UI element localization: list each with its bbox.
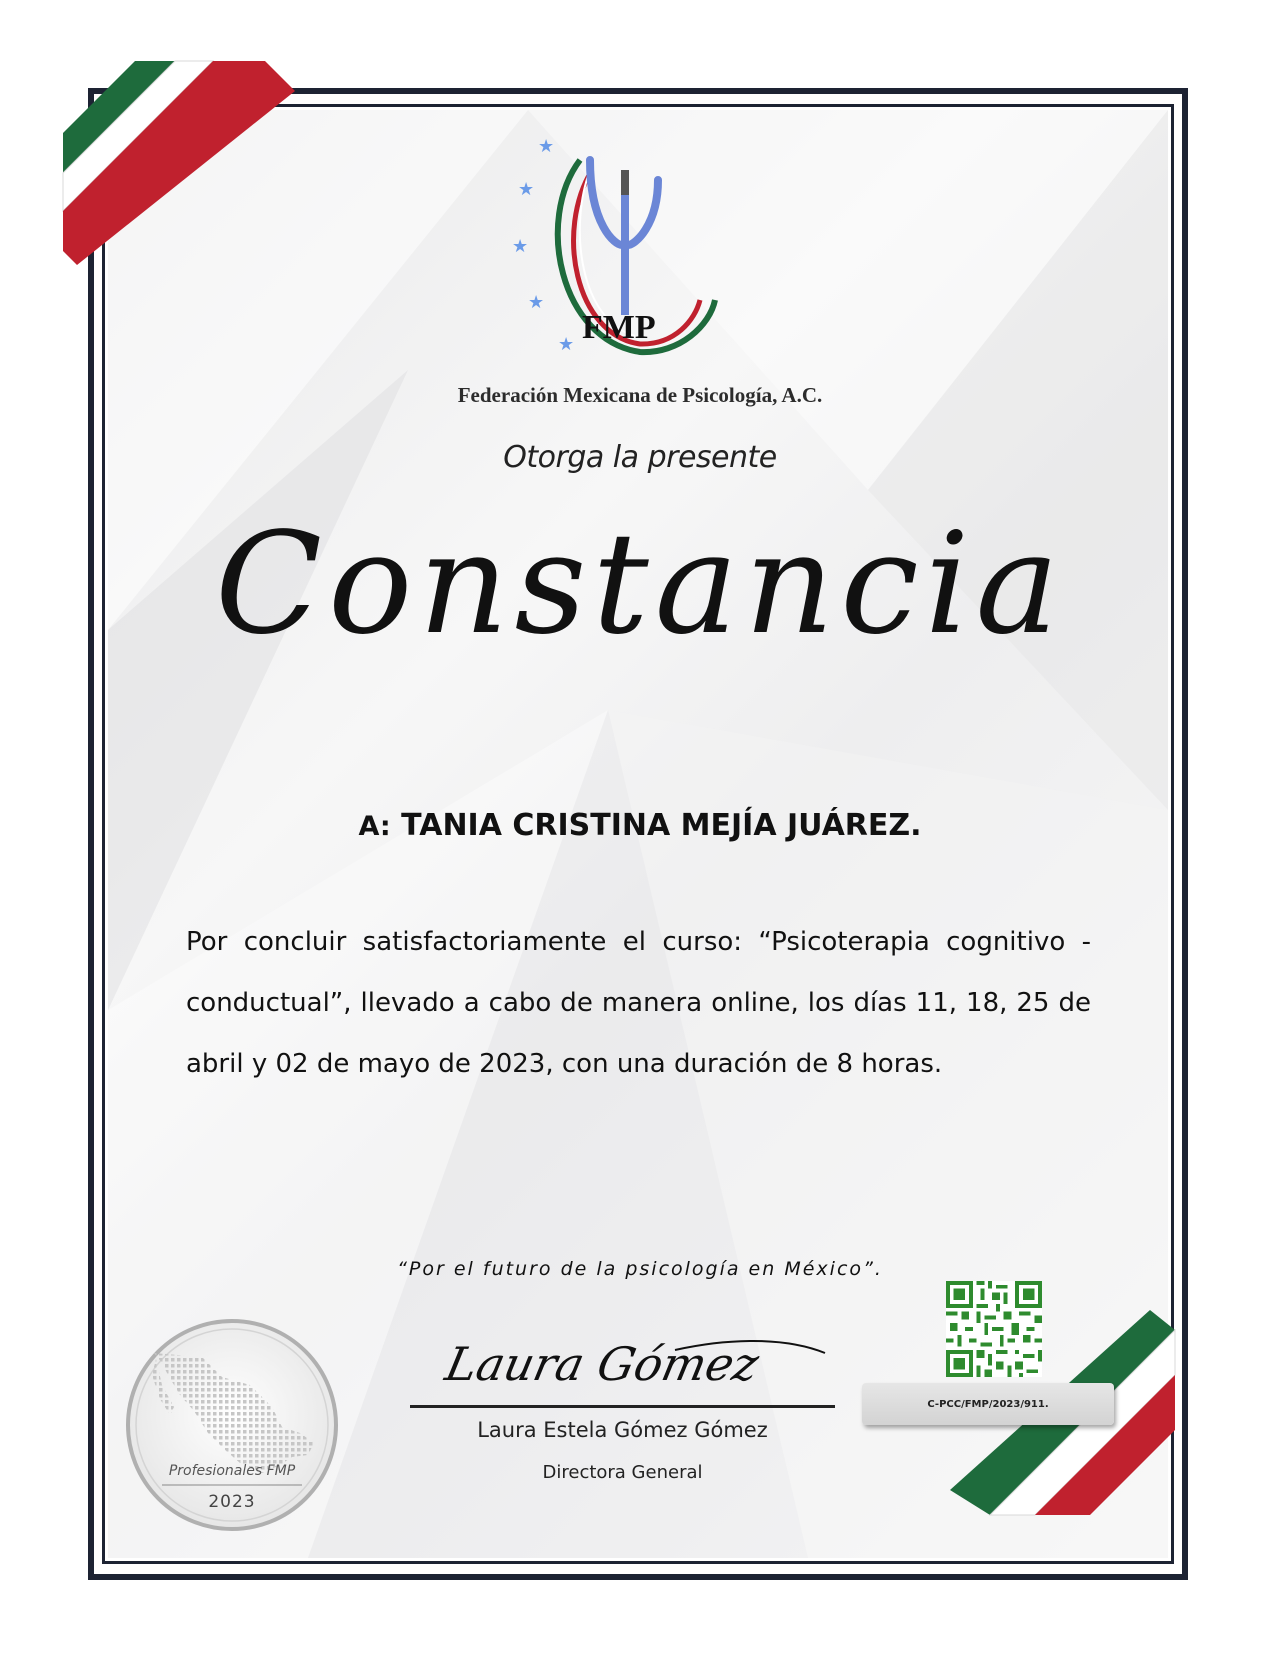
- signature-script: Laura Gómez: [440, 1337, 764, 1391]
- signature-line: [410, 1405, 835, 1408]
- logo-text: FMP: [582, 309, 656, 346]
- certificate-body: Por concluir satisfactoriamente el curso: “Psicoterapia cognitivo - conductual”, llevado a cabo de manera online, los días 11, 18, 25 de abril y 02 de mayo de 2023, con una duración de 8 horas.: [186, 927, 1091, 1079]
- svg-text:★: ★: [512, 236, 529, 257]
- recipient-line: [0, 808, 1280, 843]
- svg-text:★: ★: [558, 334, 575, 355]
- certificate-title: Constancia: [215, 503, 1065, 666]
- seal-year: 2023: [208, 1492, 256, 1512]
- organization-name: Federación Mexicana de Psicología, A.C.: [457, 383, 823, 407]
- intro-text: Otorga la presente: [503, 440, 777, 475]
- signer-name: Laura Estela Gómez Gómez: [477, 1418, 768, 1442]
- signer-role: Directora General: [542, 1462, 703, 1483]
- verification-code: C-PCC/FMP/2023/911.: [862, 1383, 1114, 1425]
- qr-code-icon: [946, 1281, 1042, 1377]
- recipient-name: TANIA CRISTINA MEJÍA JUÁREZ.: [401, 808, 922, 843]
- recipient-prefix: A:: [358, 811, 391, 842]
- svg-text:★: ★: [528, 292, 545, 313]
- psi-logo-icon: [512, 136, 740, 380]
- motto: “Por el futuro de la psicología en México”.: [397, 1258, 883, 1280]
- top-left-ribbon: [55, 55, 285, 275]
- seal-label: Profesionales FMP: [168, 1463, 296, 1479]
- svg-text:★: ★: [538, 136, 555, 157]
- handwritten-signature: [440, 1325, 830, 1405]
- svg-text:★: ★: [518, 179, 535, 200]
- mexico-map-seal-icon: [122, 1315, 342, 1535]
